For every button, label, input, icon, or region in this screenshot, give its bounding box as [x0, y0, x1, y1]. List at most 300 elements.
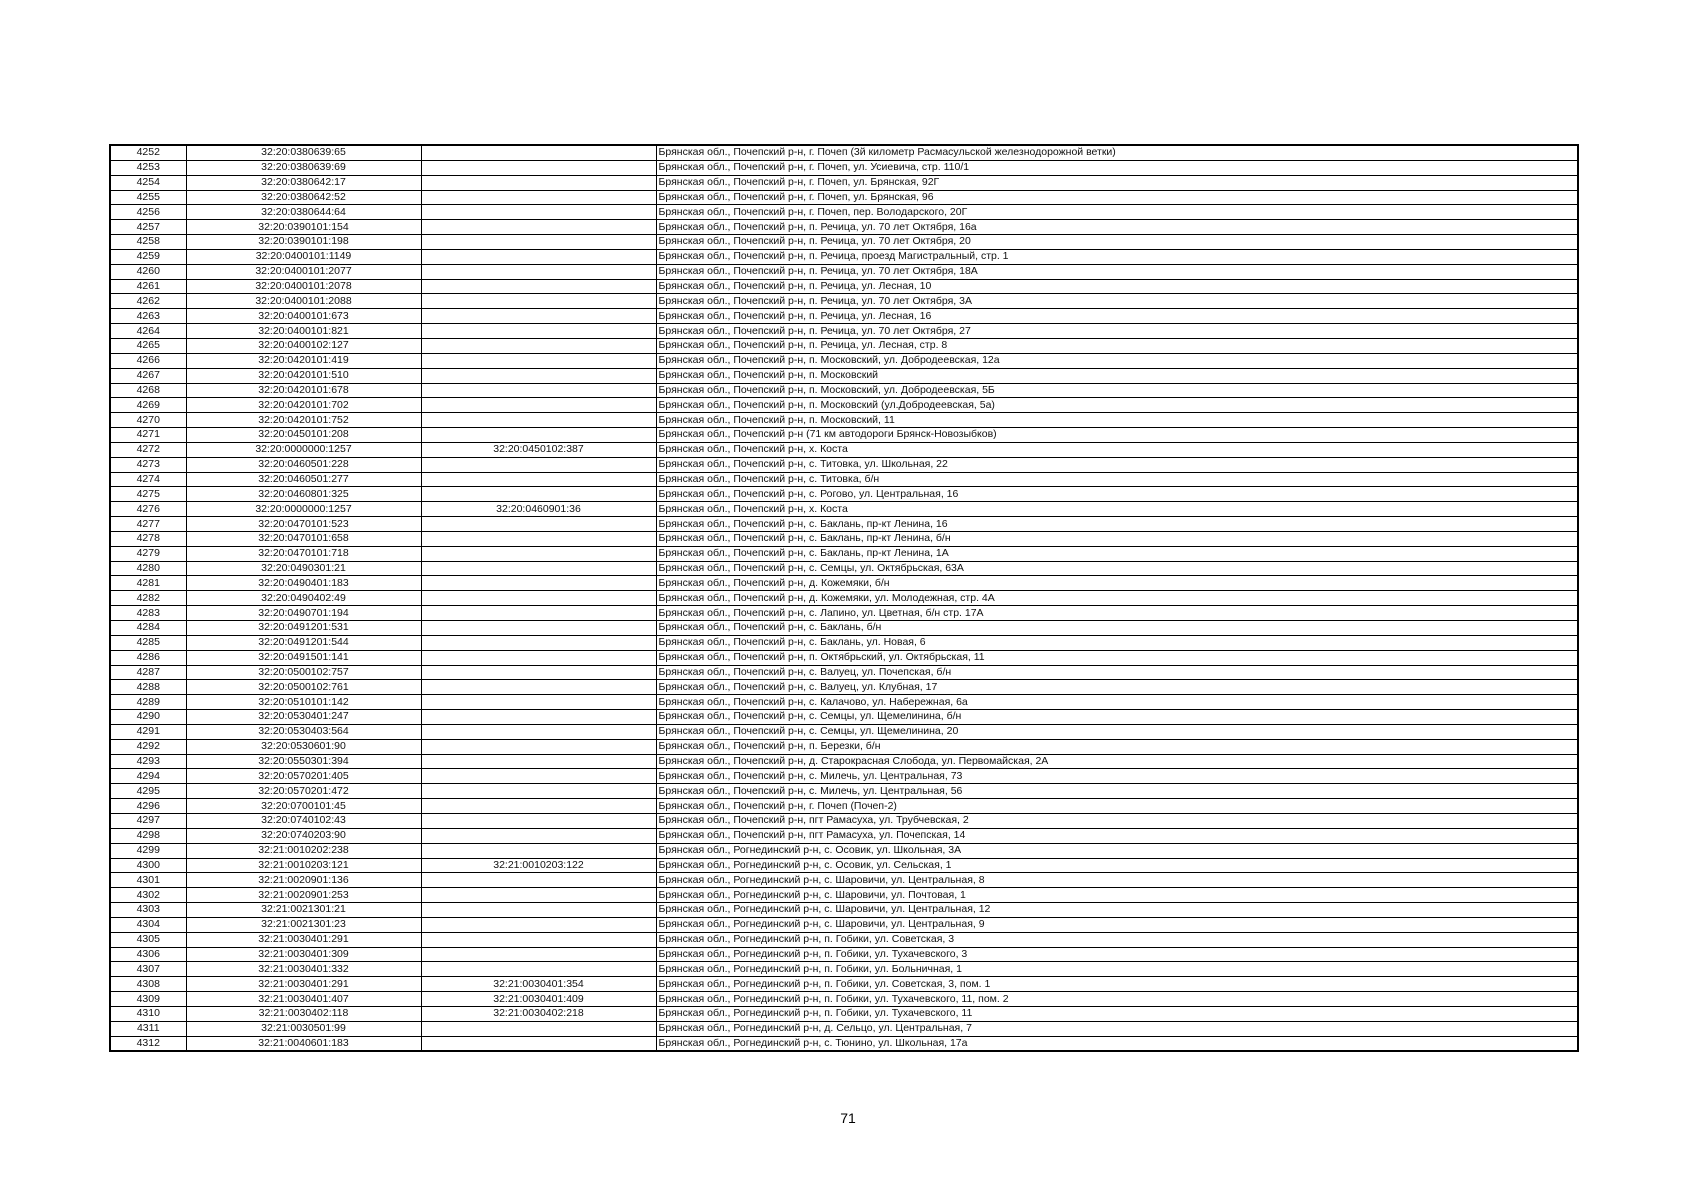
parent-cadastral-number-cell — [421, 665, 656, 680]
table-row — [110, 739, 1578, 754]
table-row — [110, 264, 1578, 279]
parent-cadastral-number-cell — [421, 695, 656, 710]
table-row — [110, 932, 1578, 947]
cadastral-number-cell: 32:21:0010203:121 — [186, 858, 421, 873]
row-number-cell: 4283 — [110, 606, 186, 621]
row-number-cell: 4289 — [110, 695, 186, 710]
table-row — [110, 695, 1578, 710]
row-number-cell: 4298 — [110, 828, 186, 843]
table-row — [110, 621, 1578, 636]
parent-cadastral-number-cell — [421, 279, 656, 294]
address-cell: Брянская обл., Почепский р-н, п. Московский (ул.Добродеевская, 5а) — [656, 398, 1578, 413]
row-number-cell: 4255 — [110, 190, 186, 205]
table-row — [110, 398, 1578, 413]
table-row — [110, 591, 1578, 606]
cadastral-number-cell: 32:20:0570201:472 — [186, 784, 421, 799]
address-cell: Брянская обл., Почепский р-н, п. Речица, ул. 70 лет Октября, 3А — [656, 294, 1578, 309]
table-row — [110, 784, 1578, 799]
cadastral-number-cell: 32:20:0380644:64 — [186, 205, 421, 220]
cadastral-number-cell: 32:20:0740203:90 — [186, 828, 421, 843]
table-row — [110, 220, 1578, 235]
table-row — [110, 769, 1578, 784]
address-cell: Брянская обл., Почепский р-н, с. Милечь, ул. Центральная, 56 — [656, 784, 1578, 799]
cadastral-number-cell: 32:20:0460801:325 — [186, 487, 421, 502]
address-cell: Брянская обл., Почепский р-н, х. Коста — [656, 442, 1578, 457]
cadastral-number-cell: 32:20:0390101:154 — [186, 220, 421, 235]
table-row — [110, 710, 1578, 725]
row-number-cell: 4312 — [110, 1036, 186, 1051]
parent-cadastral-number-cell: 32:21:0030401:354 — [421, 977, 656, 992]
address-cell: Брянская обл., Почепский р-н, с. Баклань, пр-кт Ленина, 1А — [656, 546, 1578, 561]
row-number-cell: 4295 — [110, 784, 186, 799]
row-number-cell: 4303 — [110, 903, 186, 918]
cadastral-number-cell: 32:21:0040601:183 — [186, 1036, 421, 1051]
cadastral-number-cell: 32:20:0460501:228 — [186, 457, 421, 472]
row-number-cell: 4266 — [110, 353, 186, 368]
row-number-cell: 4287 — [110, 665, 186, 680]
page-number: 71 — [840, 1110, 856, 1126]
cadastral-number-cell: 32:21:0030401:291 — [186, 932, 421, 947]
address-cell: Брянская обл., Рогнединский р-н, п. Гобики, ул. Тухачевского, 11 — [656, 1006, 1578, 1021]
cadastral-number-cell: 32:20:0530601:90 — [186, 739, 421, 754]
address-cell: Брянская обл., Почепский р-н, с. Семцы, ул. Щемелинина, 20 — [656, 724, 1578, 739]
address-cell: Брянская обл., Почепский р-н, с. Баклань, пр-кт Ленина, б/н — [656, 531, 1578, 546]
table-row — [110, 561, 1578, 576]
cadastral-number-cell: 32:20:0530401:247 — [186, 710, 421, 725]
address-cell: Брянская обл., Почепский р-н, п. Речица, ул. Лесная, стр. 8 — [656, 338, 1578, 353]
row-number-cell: 4274 — [110, 472, 186, 487]
cadastral-number-cell: 32:20:0380642:52 — [186, 190, 421, 205]
row-number-cell: 4253 — [110, 160, 186, 175]
parent-cadastral-number-cell — [421, 650, 656, 665]
parent-cadastral-number-cell: 32:20:0450102:387 — [421, 442, 656, 457]
table-row — [110, 279, 1578, 294]
parent-cadastral-number-cell — [421, 294, 656, 309]
parent-cadastral-number-cell — [421, 353, 656, 368]
address-cell: Брянская обл., Почепский р-н, г. Почеп (Почеп-2) — [656, 799, 1578, 814]
cadastral-number-cell: 32:20:0470101:523 — [186, 517, 421, 532]
row-number-cell: 4300 — [110, 858, 186, 873]
cadastral-number-cell: 32:20:0470101:658 — [186, 531, 421, 546]
table-row — [110, 858, 1578, 873]
parent-cadastral-number-cell — [421, 724, 656, 739]
parent-cadastral-number-cell — [421, 398, 656, 413]
address-cell: Брянская обл., Рогнединский р-н, п. Гобики, ул. Тухачевского, 11, пом. 2 — [656, 992, 1578, 1007]
row-number-cell: 4284 — [110, 621, 186, 636]
row-number-cell: 4260 — [110, 264, 186, 279]
parent-cadastral-number-cell — [421, 220, 656, 235]
row-number-cell: 4288 — [110, 680, 186, 695]
row-number-cell: 4279 — [110, 546, 186, 561]
address-cell: Брянская обл., Почепский р-н (71 км автодороги Брянск-Новозыбков) — [656, 428, 1578, 443]
row-number-cell: 4268 — [110, 383, 186, 398]
parent-cadastral-number-cell — [421, 591, 656, 606]
table-row — [110, 1006, 1578, 1021]
row-number-cell: 4270 — [110, 413, 186, 428]
parent-cadastral-number-cell — [421, 739, 656, 754]
parent-cadastral-number-cell — [421, 1036, 656, 1051]
parent-cadastral-number-cell — [421, 309, 656, 324]
table-row — [110, 843, 1578, 858]
cadastral-number-cell: 32:20:0420101:678 — [186, 383, 421, 398]
cadastral-number-cell: 32:20:0470101:718 — [186, 546, 421, 561]
table-row — [110, 413, 1578, 428]
table-row — [110, 309, 1578, 324]
cadastral-number-cell: 32:20:0420101:702 — [186, 398, 421, 413]
table-row — [110, 724, 1578, 739]
cadastral-number-cell: 32:20:0490402:49 — [186, 591, 421, 606]
registry-table — [109, 144, 1579, 1052]
address-cell: Брянская обл., Рогнединский р-н, с. Шаровичи, ул. Почтовая, 1 — [656, 888, 1578, 903]
row-number-cell: 4257 — [110, 220, 186, 235]
cadastral-number-cell: 32:20:0400101:821 — [186, 324, 421, 339]
row-number-cell: 4292 — [110, 739, 186, 754]
row-number-cell: 4290 — [110, 710, 186, 725]
cadastral-number-cell: 32:20:0500102:757 — [186, 665, 421, 680]
address-cell: Брянская обл., Рогнединский р-н, д. Сельцо, ул. Центральная, 7 — [656, 1021, 1578, 1036]
row-number-cell: 4278 — [110, 531, 186, 546]
address-cell: Брянская обл., Почепский р-н, п. Речица, ул. 70 лет Октября, 27 — [656, 324, 1578, 339]
row-number-cell: 4285 — [110, 635, 186, 650]
table-row — [110, 324, 1578, 339]
table-row — [110, 338, 1578, 353]
address-cell: Брянская обл., Рогнединский р-н, с. Осовик, ул. Сельская, 1 — [656, 858, 1578, 873]
address-cell: Брянская обл., Почепский р-н, х. Коста — [656, 502, 1578, 517]
parent-cadastral-number-cell — [421, 932, 656, 947]
address-cell: Брянская обл., Почепский р-н, п. Речица, ул. 70 лет Октября, 18А — [656, 264, 1578, 279]
table-row — [110, 799, 1578, 814]
parent-cadastral-number-cell — [421, 561, 656, 576]
cadastral-number-cell: 32:21:0030501:99 — [186, 1021, 421, 1036]
row-number-cell: 4310 — [110, 1006, 186, 1021]
table-row — [110, 947, 1578, 962]
cadastral-number-cell: 32:20:0420101:510 — [186, 368, 421, 383]
table-row — [110, 145, 1578, 160]
cadastral-number-cell: 32:21:0030401:332 — [186, 962, 421, 977]
parent-cadastral-number-cell — [421, 428, 656, 443]
row-number-cell: 4286 — [110, 650, 186, 665]
cadastral-number-cell: 32:21:0021301:21 — [186, 903, 421, 918]
address-cell: Брянская обл., Рогнединский р-н, п. Гобики, ул. Тухачевского, 3 — [656, 947, 1578, 962]
address-cell: Брянская обл., Почепский р-н, г. Почеп, пер. Володарского, 20Г — [656, 205, 1578, 220]
cadastral-number-cell: 32:21:0030401:407 — [186, 992, 421, 1007]
table-row — [110, 977, 1578, 992]
address-cell: Брянская обл., Почепский р-н, п. Речица, проезд Магистральный, стр. 1 — [656, 249, 1578, 264]
cadastral-number-cell: 32:21:0021301:23 — [186, 917, 421, 932]
registry-table-container — [109, 144, 1577, 1052]
parent-cadastral-number-cell — [421, 1021, 656, 1036]
cadastral-number-cell: 32:21:0020901:136 — [186, 873, 421, 888]
table-row — [110, 1036, 1578, 1051]
cadastral-number-cell: 32:20:0000000:1257 — [186, 502, 421, 517]
parent-cadastral-number-cell — [421, 383, 656, 398]
table-row — [110, 917, 1578, 932]
cadastral-number-cell: 32:20:0400101:2077 — [186, 264, 421, 279]
parent-cadastral-number-cell — [421, 368, 656, 383]
address-cell: Брянская обл., Рогнединский р-н, с. Шаровичи, ул. Центральная, 9 — [656, 917, 1578, 932]
parent-cadastral-number-cell — [421, 413, 656, 428]
parent-cadastral-number-cell — [421, 888, 656, 903]
table-row — [110, 680, 1578, 695]
parent-cadastral-number-cell — [421, 621, 656, 636]
cadastral-number-cell: 32:20:0491201:531 — [186, 621, 421, 636]
parent-cadastral-number-cell — [421, 962, 656, 977]
row-number-cell: 4273 — [110, 457, 186, 472]
row-number-cell: 4299 — [110, 843, 186, 858]
cadastral-number-cell: 32:20:0400102:127 — [186, 338, 421, 353]
table-row — [110, 457, 1578, 472]
row-number-cell: 4296 — [110, 799, 186, 814]
row-number-cell: 4265 — [110, 338, 186, 353]
table-row — [110, 576, 1578, 591]
address-cell: Брянская обл., Почепский р-н, п. Речица, ул. Лесная, 16 — [656, 309, 1578, 324]
row-number-cell: 4269 — [110, 398, 186, 413]
parent-cadastral-number-cell — [421, 754, 656, 769]
parent-cadastral-number-cell — [421, 873, 656, 888]
address-cell: Брянская обл., Почепский р-н, г. Почеп, ул. Брянская, 92Г — [656, 175, 1578, 190]
row-number-cell: 4262 — [110, 294, 186, 309]
row-number-cell: 4307 — [110, 962, 186, 977]
address-cell: Брянская обл., Почепский р-н, п. Московский — [656, 368, 1578, 383]
row-number-cell: 4311 — [110, 1021, 186, 1036]
table-row — [110, 487, 1578, 502]
parent-cadastral-number-cell — [421, 769, 656, 784]
table-row — [110, 665, 1578, 680]
row-number-cell: 4254 — [110, 175, 186, 190]
cadastral-number-cell: 32:20:0740102:43 — [186, 813, 421, 828]
parent-cadastral-number-cell — [421, 813, 656, 828]
row-number-cell: 4267 — [110, 368, 186, 383]
row-number-cell: 4297 — [110, 813, 186, 828]
table-row — [110, 160, 1578, 175]
address-cell: Брянская обл., Почепский р-н, с. Семцы, ул. Октябрьская, 63А — [656, 561, 1578, 576]
table-row — [110, 235, 1578, 250]
table-row — [110, 813, 1578, 828]
row-number-cell: 4263 — [110, 309, 186, 324]
table-row — [110, 205, 1578, 220]
table-row — [110, 650, 1578, 665]
address-cell: Брянская обл., Почепский р-н, с. Валуец, ул. Почепская, б/н — [656, 665, 1578, 680]
address-cell: Брянская обл., Почепский р-н, с. Баклань, пр-кт Ленина, 16 — [656, 517, 1578, 532]
parent-cadastral-number-cell — [421, 487, 656, 502]
table-row — [110, 962, 1578, 977]
table-row — [110, 472, 1578, 487]
parent-cadastral-number-cell — [421, 205, 656, 220]
address-cell: Брянская обл., Рогнединский р-н, п. Гобики, ул. Советская, 3 — [656, 932, 1578, 947]
address-cell: Брянская обл., Почепский р-н, с. Семцы, ул. Щемелинина, б/н — [656, 710, 1578, 725]
cadastral-number-cell: 32:20:0490401:183 — [186, 576, 421, 591]
parent-cadastral-number-cell — [421, 680, 656, 695]
table-row — [110, 531, 1578, 546]
row-number-cell: 4291 — [110, 724, 186, 739]
cadastral-number-cell: 32:20:0450101:208 — [186, 428, 421, 443]
table-row — [110, 442, 1578, 457]
table-row — [110, 517, 1578, 532]
row-number-cell: 4275 — [110, 487, 186, 502]
table-row — [110, 190, 1578, 205]
cadastral-number-cell: 32:20:0500102:761 — [186, 680, 421, 695]
parent-cadastral-number-cell — [421, 546, 656, 561]
row-number-cell: 4256 — [110, 205, 186, 220]
address-cell: Брянская обл., Почепский р-н, с. Баклань, б/н — [656, 621, 1578, 636]
address-cell: Брянская обл., Почепский р-н, пгт Рамасуха, ул. Трубчевская, 2 — [656, 813, 1578, 828]
parent-cadastral-number-cell — [421, 472, 656, 487]
address-cell: Брянская обл., Рогнединский р-н, с. Тюнино, ул. Школьная, 17а — [656, 1036, 1578, 1051]
row-number-cell: 4280 — [110, 561, 186, 576]
row-number-cell: 4309 — [110, 992, 186, 1007]
registry-table-body — [110, 145, 1578, 1051]
cadastral-number-cell: 32:20:0491201:544 — [186, 635, 421, 650]
address-cell: Брянская обл., Почепский р-н, п. Речица, ул. 70 лет Октября, 20 — [656, 235, 1578, 250]
address-cell: Брянская обл., Почепский р-н, п. Московский, 11 — [656, 413, 1578, 428]
row-number-cell: 4264 — [110, 324, 186, 339]
address-cell: Брянская обл., Рогнединский р-н, п. Гобики, ул. Советская, 3, пом. 1 — [656, 977, 1578, 992]
cadastral-number-cell: 32:20:0420101:419 — [186, 353, 421, 368]
address-cell: Брянская обл., Почепский р-н, г. Почеп, ул. Усиевича, стр. 110/1 — [656, 160, 1578, 175]
parent-cadastral-number-cell — [421, 606, 656, 621]
parent-cadastral-number-cell — [421, 917, 656, 932]
cadastral-number-cell: 32:20:0380642:17 — [186, 175, 421, 190]
parent-cadastral-number-cell — [421, 338, 656, 353]
parent-cadastral-number-cell — [421, 635, 656, 650]
row-number-cell: 4294 — [110, 769, 186, 784]
cadastral-number-cell: 32:21:0030401:291 — [186, 977, 421, 992]
row-number-cell: 4259 — [110, 249, 186, 264]
parent-cadastral-number-cell — [421, 828, 656, 843]
address-cell: Брянская обл., Почепский р-н, с. Валуец, ул. Клубная, 17 — [656, 680, 1578, 695]
table-row — [110, 828, 1578, 843]
row-number-cell: 4302 — [110, 888, 186, 903]
address-cell: Брянская обл., Почепский р-н, с. Калачово, ул. Набережная, 6а — [656, 695, 1578, 710]
address-cell: Брянская обл., Почепский р-н, г. Почеп, ул. Брянская, 96 — [656, 190, 1578, 205]
table-row — [110, 353, 1578, 368]
table-row — [110, 888, 1578, 903]
parent-cadastral-number-cell — [421, 710, 656, 725]
address-cell: Брянская обл., Почепский р-н, п. Московский, ул. Добродеевская, 12а — [656, 353, 1578, 368]
parent-cadastral-number-cell — [421, 799, 656, 814]
address-cell: Брянская обл., Почепский р-н, с. Милечь, ул. Центральная, 73 — [656, 769, 1578, 784]
cadastral-number-cell: 32:20:0400101:1149 — [186, 249, 421, 264]
address-cell: Брянская обл., Почепский р-н, с. Рогово, ул. Центральная, 16 — [656, 487, 1578, 502]
cadastral-number-cell: 32:20:0491501:141 — [186, 650, 421, 665]
cadastral-number-cell: 32:20:0400101:2078 — [186, 279, 421, 294]
cadastral-number-cell: 32:21:0030402:118 — [186, 1006, 421, 1021]
table-row — [110, 992, 1578, 1007]
table-row — [110, 428, 1578, 443]
table-row — [110, 546, 1578, 561]
cadastral-number-cell: 32:20:0700101:45 — [186, 799, 421, 814]
table-row — [110, 294, 1578, 309]
address-cell: Брянская обл., Почепский р-н, п. Речица, ул. 70 лет Октября, 16а — [656, 220, 1578, 235]
parent-cadastral-number-cell — [421, 264, 656, 279]
address-cell: Брянская обл., Рогнединский р-н, с. Шаровичи, ул. Центральная, 12 — [656, 903, 1578, 918]
row-number-cell: 4306 — [110, 947, 186, 962]
table-row — [110, 249, 1578, 264]
address-cell: Брянская обл., Почепский р-н, пгт Рамасуха, ул. Почепская, 14 — [656, 828, 1578, 843]
table-row — [110, 383, 1578, 398]
row-number-cell: 4272 — [110, 442, 186, 457]
parent-cadastral-number-cell — [421, 175, 656, 190]
table-row — [110, 606, 1578, 621]
address-cell: Брянская обл., Почепский р-н, с. Баклань, ул. Новая, 6 — [656, 635, 1578, 650]
table-row — [110, 175, 1578, 190]
address-cell: Брянская обл., Рогнединский р-н, с. Осовик, ул. Школьная, 3А — [656, 843, 1578, 858]
parent-cadastral-number-cell — [421, 249, 656, 264]
cadastral-number-cell: 32:20:0380639:69 — [186, 160, 421, 175]
table-row — [110, 635, 1578, 650]
address-cell: Брянская обл., Почепский р-н, с. Титовка, б/н — [656, 472, 1578, 487]
parent-cadastral-number-cell — [421, 457, 656, 472]
parent-cadastral-number-cell — [421, 160, 656, 175]
address-cell: Брянская обл., Почепский р-н, с. Титовка, ул. Школьная, 22 — [656, 457, 1578, 472]
address-cell: Брянская обл., Почепский р-н, с. Лапино, ул. Цветная, б/н стр. 17А — [656, 606, 1578, 621]
parent-cadastral-number-cell — [421, 324, 656, 339]
parent-cadastral-number-cell — [421, 531, 656, 546]
cadastral-number-cell: 32:20:0550301:394 — [186, 754, 421, 769]
cadastral-number-cell: 32:20:0400101:2088 — [186, 294, 421, 309]
cadastral-number-cell: 32:20:0000000:1257 — [186, 442, 421, 457]
row-number-cell: 4271 — [110, 428, 186, 443]
cadastral-number-cell: 32:21:0010202:238 — [186, 843, 421, 858]
row-number-cell: 4258 — [110, 235, 186, 250]
cadastral-number-cell: 32:20:0530403:564 — [186, 724, 421, 739]
parent-cadastral-number-cell — [421, 843, 656, 858]
address-cell: Брянская обл., Рогнединский р-н, с. Шаровичи, ул. Центральная, 8 — [656, 873, 1578, 888]
cadastral-number-cell: 32:21:0030401:309 — [186, 947, 421, 962]
table-row — [110, 368, 1578, 383]
parent-cadastral-number-cell — [421, 235, 656, 250]
table-row — [110, 502, 1578, 517]
row-number-cell: 4293 — [110, 754, 186, 769]
cadastral-number-cell: 32:20:0570201:405 — [186, 769, 421, 784]
cadastral-number-cell: 32:20:0490701:194 — [186, 606, 421, 621]
address-cell: Брянская обл., Почепский р-н, п. Московский, ул. Добродеевская, 5Б — [656, 383, 1578, 398]
parent-cadastral-number-cell: 32:20:0460901:36 — [421, 502, 656, 517]
parent-cadastral-number-cell — [421, 947, 656, 962]
cadastral-number-cell: 32:20:0400101:673 — [186, 309, 421, 324]
cadastral-number-cell: 32:20:0380639:65 — [186, 145, 421, 160]
row-number-cell: 4277 — [110, 517, 186, 532]
row-number-cell: 4305 — [110, 932, 186, 947]
row-number-cell: 4282 — [110, 591, 186, 606]
table-row — [110, 873, 1578, 888]
address-cell: Брянская обл., Почепский р-н, п. Березки, б/н — [656, 739, 1578, 754]
cadastral-number-cell: 32:20:0390101:198 — [186, 235, 421, 250]
table-row — [110, 754, 1578, 769]
parent-cadastral-number-cell — [421, 784, 656, 799]
parent-cadastral-number-cell — [421, 903, 656, 918]
cadastral-number-cell: 32:21:0020901:253 — [186, 888, 421, 903]
row-number-cell: 4281 — [110, 576, 186, 591]
row-number-cell: 4261 — [110, 279, 186, 294]
row-number-cell: 4301 — [110, 873, 186, 888]
row-number-cell: 4308 — [110, 977, 186, 992]
parent-cadastral-number-cell — [421, 517, 656, 532]
cadastral-number-cell: 32:20:0460501:277 — [186, 472, 421, 487]
address-cell: Брянская обл., Почепский р-н, д. Кожемяки, б/н — [656, 576, 1578, 591]
row-number-cell: 4252 — [110, 145, 186, 160]
parent-cadastral-number-cell: 32:21:0030401:409 — [421, 992, 656, 1007]
address-cell: Брянская обл., Почепский р-н, д. Старокрасная Слобода, ул. Первомайская, 2А — [656, 754, 1578, 769]
cadastral-number-cell: 32:20:0510101:142 — [186, 695, 421, 710]
parent-cadastral-number-cell — [421, 145, 656, 160]
address-cell: Брянская обл., Почепский р-н, п. Октябрьский, ул. Октябрьская, 11 — [656, 650, 1578, 665]
row-number-cell: 4276 — [110, 502, 186, 517]
row-number-cell: 4304 — [110, 917, 186, 932]
parent-cadastral-number-cell: 32:21:0030402:218 — [421, 1006, 656, 1021]
address-cell: Брянская обл., Почепский р-н, г. Почеп (3й километр Расмасульской железнодорожной ветки) — [656, 145, 1578, 160]
parent-cadastral-number-cell: 32:21:0010203:122 — [421, 858, 656, 873]
